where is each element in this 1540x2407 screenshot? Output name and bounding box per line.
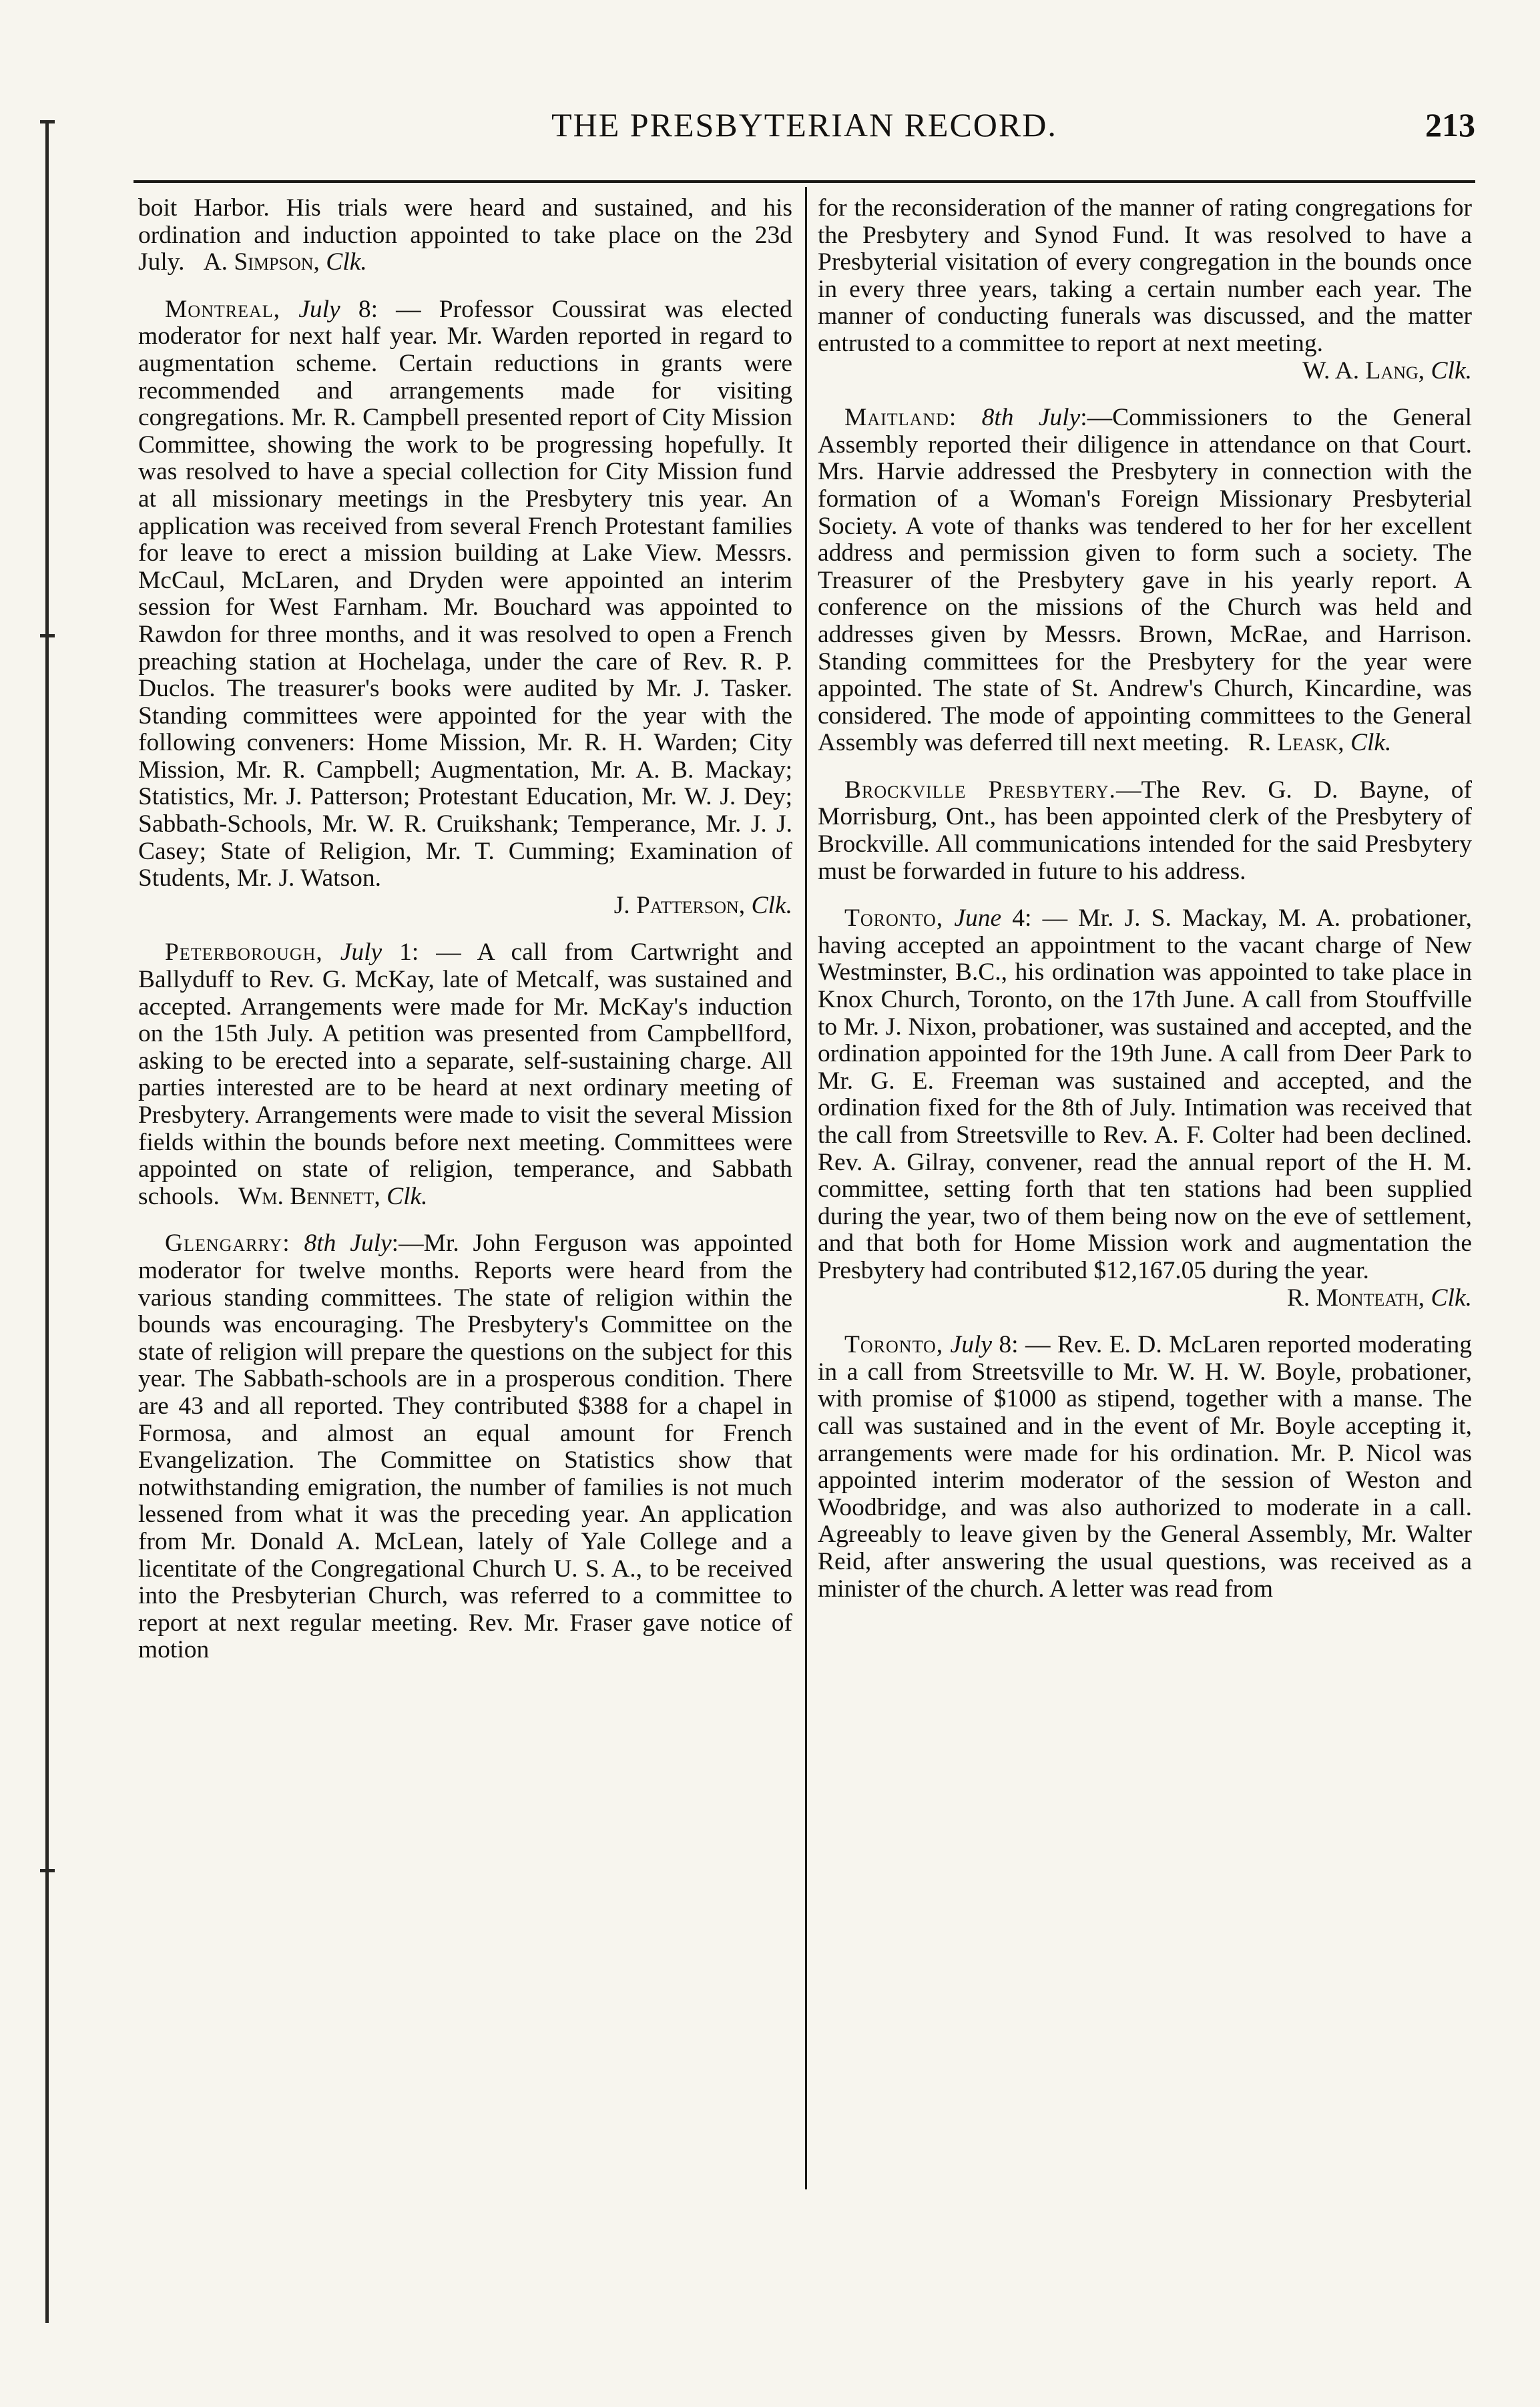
binding-edge xyxy=(45,120,49,2323)
page-header xyxy=(134,100,1475,160)
report-continued xyxy=(138,195,792,276)
meeting-date: July xyxy=(340,939,382,967)
meeting-date-rest: : xyxy=(1080,404,1087,432)
presbytery-name: Glengarry: xyxy=(165,1230,290,1258)
clerk-abbrev: Clk. xyxy=(1431,356,1472,384)
clerk-abbrev: Clk. xyxy=(1431,1284,1472,1312)
meeting-date: 8th July xyxy=(981,404,1081,432)
report-peterborough xyxy=(138,939,792,1210)
presbytery-name: Toronto, xyxy=(844,1331,944,1359)
presbytery-name: Peterborough, xyxy=(165,939,323,967)
report-body: — Rev. E. D. McLaren reported moderating in a call from Streetsville to Mr. W. H. W. Boyle, probationer, with promise of $1000 as stipend, together with a manse. The call was sustained and in the event of Mr. Boyle accepting it, arrangements were made for his ordination. Mr. P. Nicol was appointed interim moderator of the session of Weston and Woodbridge, and was also authorized to moderate in a call. Agreeably to leave given by the General Assembly, Mr. Walter Reid, after answering the usual questions, was received as a minister of the church. A letter was read from xyxy=(818,1331,1472,1603)
binding-tick xyxy=(40,120,55,123)
column-divider xyxy=(805,187,807,2189)
meeting-date-rest: 8: xyxy=(992,1331,1019,1359)
meeting-date-rest: 8: xyxy=(340,295,378,323)
clerk-signature: W. A. Lang, xyxy=(1302,356,1425,384)
journal-title: THE PRESBYTERIAN RECORD. xyxy=(551,106,1057,144)
binding-tick xyxy=(40,634,55,637)
report-toronto-july xyxy=(818,1332,1472,1603)
presbytery-name: Brockville Presbytery. xyxy=(844,776,1116,804)
right-column xyxy=(818,195,1472,1623)
report-montreal xyxy=(138,296,792,920)
header-rule xyxy=(134,180,1475,183)
clerk-abbrev: Clk. xyxy=(387,1182,428,1210)
report-glengarry xyxy=(138,1230,792,1664)
left-column xyxy=(138,195,792,1684)
clerk-abbrev: Clk. xyxy=(326,248,367,276)
clerk-signature: A. Simpson, xyxy=(203,248,320,276)
report-brockville xyxy=(818,777,1472,885)
report-body: —Mr. John Ferguson was appointed moderator for twelve months. Reports were heard from the various standing committees. The state of religion within the bounds was encouraging. The Presbytery's Committee on the state of religion will prepare the questions on the subject for this year. The Sabbath-schools are in a prosperous condition. There are 43 and all reported. They contributed $388 for a chapel in Formosa, and almost an equal amount for French Evangelization. The Committee on Statistics show that notwithstanding emigration, the number of families is not much lessened from what it was the preceding year. An application from Mr. Donald A. McLean, lately of Yale College and a licentitate of the Congregational Church U. S. A., to be received into the Presbyterian Church, was referred to a committee to report at next regular meeting. Rev. Mr. Fraser gave notice of motion xyxy=(138,1230,792,1664)
meeting-date: July xyxy=(298,295,340,323)
report-body: — Professor Coussirat was elected moderator for next half year. Mr. Warden reported in regard to augmentation scheme. Certain reductions in grants were recommended and arrangements made for visiting congregations. Mr. R. Campbell presented report of City Mission Committee, showing the work to be progressing hopefully. It was resolved to have a special collection for City Mission fund at all missionary meetings in the Presbytery tnis year. An application was received from several French Protestant families for leave to erect a mission building at Lake View. Messrs. McCaul, McLaren, and Dryden were appointed an interim session for West Farnham. Mr. Bouchard was appointed to Rawdon for three months, and it was resolved to open a French preaching station at Hochelaga, under the care of Rev. R. P. Duclos. The treasurer's books were audited by Mr. J. Tasker. Standing committees were appointed for the year with the following conveners: Home Mission, Mr. R. H. Warden; City Mission, Mr. R. Campbell; Augmentation, Mr. A. B. Mackay; Statistics, Mr. J. Patterson; Protestant Education, Mr. W. J. Dey; Sabbath-Schools, Mr. W. R. Cruikshank; Temperance, Mr. J. J. Casey; State of Religion, Mr. T. Cumming; Examination of Students, Mr. J. Watson. xyxy=(138,295,793,892)
report-body: —Commissioners to the General Assembly reported their diligence in attendance on that Court. Mrs. Harvie addressed the Presbytery in connection with the formation of a Woman's Foreign Missionary Presbyterial Society. A vote of thanks was tendered to her for her excellent address and permission given to form such a society. The Treasurer of the Presbytery gave in his yearly report. A conference on the missions of the Church was held and addresses given by Messrs. Brown, McRae, and Harrison. Standing committees for the Presbytery for the year were appointed. The state of St. Andrew's Church, Kincardine, was considered. The mode of appointing committees to the General Assembly was deferred till next meeting. xyxy=(818,404,1472,757)
clerk-signature: R. Monteath, xyxy=(1286,1284,1425,1312)
report-toronto-june xyxy=(818,905,1472,1312)
presbytery-name: Maitland: xyxy=(844,404,957,432)
presbytery-name: Toronto, xyxy=(844,904,944,932)
meeting-date: July xyxy=(950,1331,993,1359)
meeting-date-rest: : xyxy=(391,1230,399,1258)
report-body: for the reconsideration of the manner of rating congregations for the Presbytery and Synod Fund. It was resolved to have a Presbyterial visitation of every congregation in the bounds once in every three years, taking a certain number each year. The manner of conducting funerals was discussed, and the matter entrusted to a committee to report at next meeting. xyxy=(818,194,1472,357)
report-body: — A call from Cartwright and Ballyduff to Rev. G. McKay, late of Metcalf, was sustained and accepted. Arrangements were made for Mr. McKay's induction on the 15th July. A petition was presented from Campbellford, asking to be erected into a separate, self-sustaining charge. All parties interested are to be heard at next ordinary meeting of Presbytery. Arrangements were made to visit the several Mission fields within the bounds before next meeting. Committees were appointed on state of religion, temperance, and Sabbath schools. xyxy=(138,939,793,1210)
clerk-signature: J. Patterson, xyxy=(613,891,746,919)
report-body: — Mr. J. S. Mackay, M. A. probationer, having accepted an appointment to the vacant charge of New Westminster, B.C., his ordination was appointed to take place in Knox Church, Toronto, on the 17th June. A call from Stouffville to Mr. J. Nixon, probationer, was sustained and accepted, and the ordination appointed for the 19th June. A call from Deer Park to Mr. G. E. Freeman was sustained and accepted, and the ordination fixed for the 8th of July. Intimation was received that the call from Streetsville to Rev. A. F. Colter had been declined. Rev. A. Gilray, convener, read the annual report of the H. M. committee, setting forth that ten stations had been supplied during the year, two of them being now on the eve of settlement, and that both for Home Mission work and augmentation the Presbytery had contributed $12,167.05 during the year. xyxy=(818,904,1473,1284)
clerk-abbrev: Clk. xyxy=(1350,729,1392,757)
report-maitland xyxy=(818,405,1472,757)
presbytery-name: Montreal, xyxy=(165,295,281,323)
report-body: boit Harbor. His trials were heard and sustained, and his ordination and induction appointed to take place on the 23d July. xyxy=(138,194,792,276)
meeting-date: June xyxy=(954,904,1002,932)
report-body: —The Rev. G. D. Bayne, of Morrisburg, Ont., has been appointed clerk of the Presbytery of Brockville. All communications intended for the said Presbytery must be forwarded in future to his address. xyxy=(818,776,1472,885)
meeting-date-rest: 4: xyxy=(1001,904,1032,932)
binding-tick xyxy=(40,1869,55,1872)
clerk-signature: R. Leask, xyxy=(1248,729,1344,757)
page-number: 213 xyxy=(1425,106,1475,144)
report-continued xyxy=(818,195,1472,384)
meeting-date: 8th July xyxy=(304,1230,392,1258)
clerk-abbrev: Clk. xyxy=(751,891,792,919)
meeting-date-rest: 1: xyxy=(382,939,419,967)
clerk-signature: Wm. Bennett, xyxy=(238,1182,380,1210)
